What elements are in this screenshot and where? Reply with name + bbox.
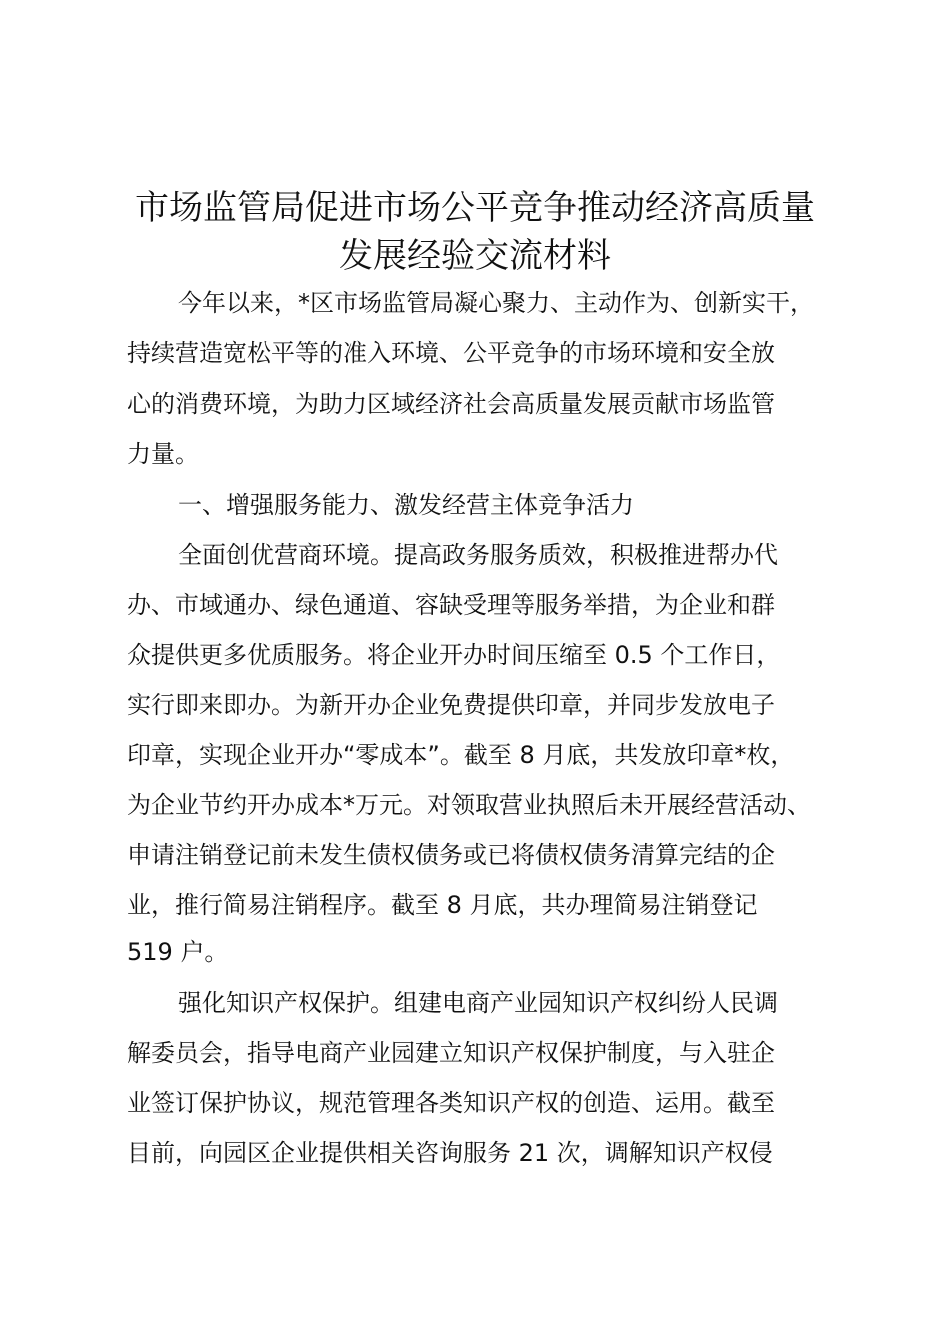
paragraph-line: 办、市域通办、绿色通道、容缺受理等服务举措，为企业和群 bbox=[127, 591, 775, 619]
paragraph-line: 解委员会，指导电商产业园建立知识产权保护制度，与入驻企 bbox=[127, 1039, 775, 1067]
paragraph-line: 业签订保护协议，规范管理各类知识产权的创造、运用。截至 bbox=[127, 1089, 775, 1117]
paragraph-line: 申请注销登记前未发生债权债务或已将债权债务清算完结的企 bbox=[127, 841, 775, 869]
paragraph-line: 为企业节约开办成本*万元。对领取营业执照后未开展经营活动、 bbox=[127, 791, 811, 819]
document-title-line-2: 发展经验交流材料 bbox=[339, 236, 611, 276]
section-heading: 一、增强服务能力、激发经营主体竞争活力 bbox=[178, 491, 634, 519]
paragraph-line: 持续营造宽松平等的准入环境、公平竞争的市场环境和安全放 bbox=[127, 339, 775, 367]
paragraph-line: 全面创优营商环境。提高政务服务质效，积极推进帮办代 bbox=[178, 541, 778, 569]
document-title-line-1: 市场监管局促进市场公平竞争推动经济高质量 bbox=[135, 188, 815, 228]
paragraph-line: 心的消费环境，为助力区域经济社会高质量发展贡献市场监管 bbox=[127, 390, 775, 418]
paragraph-line: 今年以来，*区市场监管局凝心聚力、主动作为、创新实干， bbox=[178, 289, 814, 317]
paragraph-line: 目前，向园区企业提供相关咨询服务 21 次，调解知识产权侵 bbox=[127, 1139, 773, 1167]
paragraph-line: 强化知识产权保护。组建电商产业园知识产权纠纷人民调 bbox=[178, 989, 778, 1017]
paragraph-line: 业，推行简易注销程序。截至 8 月底，共办理简易注销登记 bbox=[127, 891, 758, 919]
paragraph-line: 实行即来即办。为新开办企业免费提供印章，并同步发放电子 bbox=[127, 691, 775, 719]
paragraph-line: 印章，实现企业开办“零成本”。截至 8 月底，共发放印章*枚， bbox=[127, 741, 795, 769]
paragraph-line: 力量。 bbox=[127, 440, 199, 468]
paragraph-line: 众提供更多优质服务。将企业开办时间压缩至 0.5 个工作日， bbox=[127, 641, 781, 669]
paragraph-line: 519 户。 bbox=[127, 938, 229, 966]
